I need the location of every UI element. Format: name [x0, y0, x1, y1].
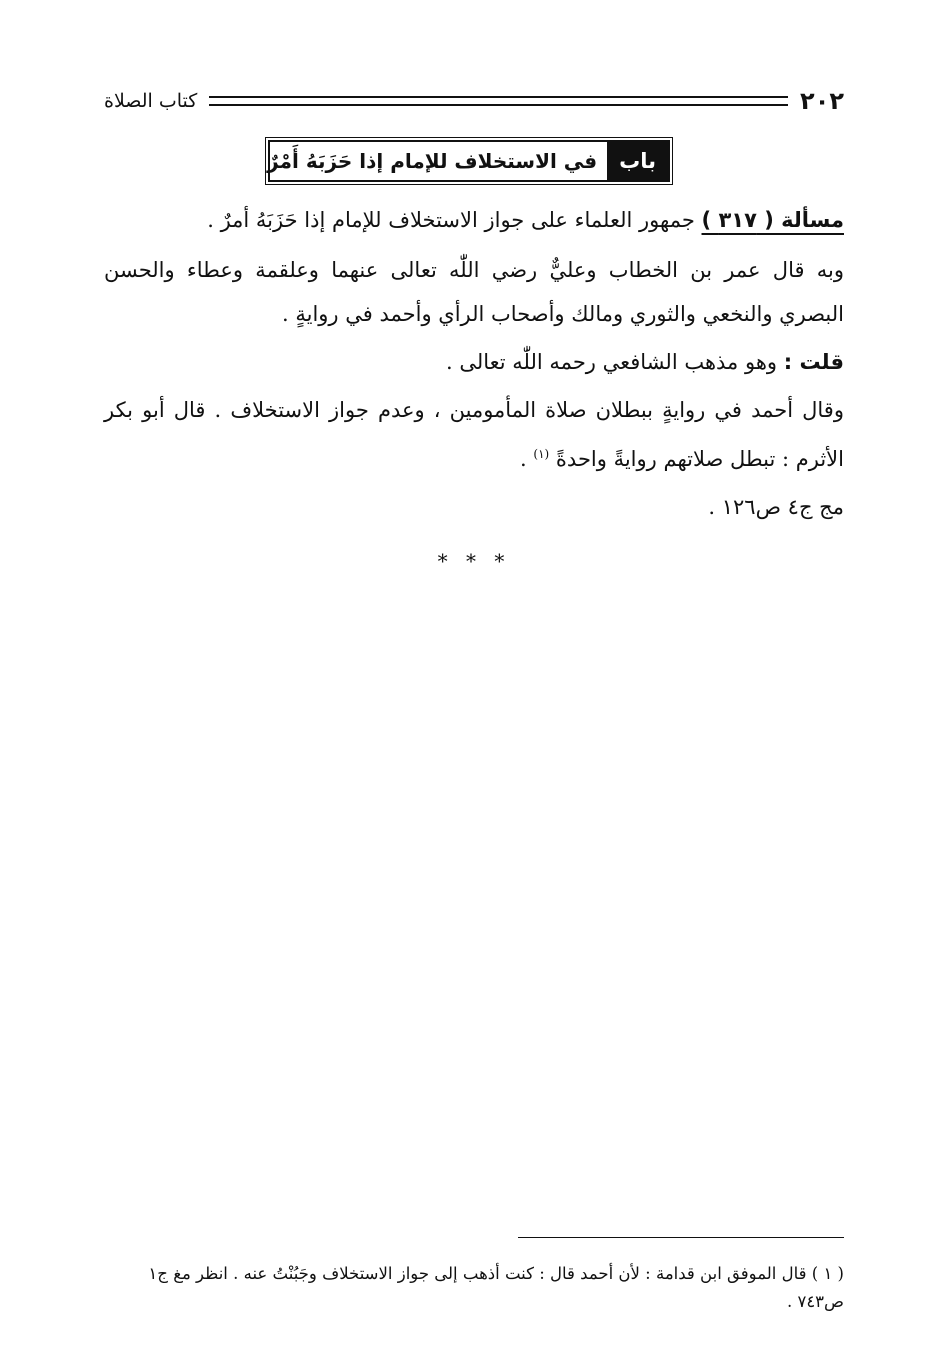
qult-text: وهو مذهب الشافعي رحمه اللّٰه تعالى . — [446, 350, 778, 374]
book-title: كتاب الصلاة — [104, 90, 198, 112]
body-text — [104, 198, 844, 583]
ahmad-paragraph — [104, 388, 844, 481]
source-reference: مج ج٤ ص١٢٦ . — [708, 495, 844, 519]
chapter-heading — [268, 140, 670, 182]
chapter-label: باب — [607, 142, 668, 180]
issue-label: مسألة ( ٣١٧ ) — [701, 208, 844, 232]
running-header — [104, 84, 844, 118]
page-number: ٢٠٢ — [800, 87, 844, 115]
ahmad-text-end: . — [520, 447, 527, 471]
ahmad-text: وقال أحمد في روايةٍ ببطلان صلاة المأمومين ، وعدم جواز الاستخلاف . قال أبو بكر الأثرم : تبطل صلاتهم روايةً واحدةً — [104, 398, 844, 471]
qult-label: قلت : — [783, 350, 844, 374]
footnote-reference[interactable]: (١) — [533, 447, 550, 461]
section-separator: * * * — [437, 549, 511, 573]
author-note-paragraph — [104, 340, 844, 384]
chapter-title: في الاستخلاف للإمام إذا حَزَبَهُ أَمْرٌ — [267, 149, 598, 173]
issue-paragraph — [104, 198, 844, 242]
footnote-text: ( ١ ) قال الموفق ابن قدامة : لأن أحمد قال : كنت أذهب إلى جواز الاستخلاف وجَبُنْتُ عنه . انظر مغ ج١ ص٧٤٣ . — [148, 1264, 844, 1311]
issue-text: جمهور العلماء على جواز الاستخلاف للإمام إذا حَزَبَهُ أمرٌ . — [207, 208, 695, 232]
opinions-paragraph: وبه قال عمر بن الخطاب وعليٌّ رضي اللّٰه تعالى عنهما وعلقمة وعطاء والحسن البصري والنخعي والثوري ومالك وأصحاب الرأي وأحمد في روايةٍ . — [104, 258, 844, 326]
footnote-rule — [518, 1237, 844, 1238]
header-double-rule — [209, 96, 788, 106]
